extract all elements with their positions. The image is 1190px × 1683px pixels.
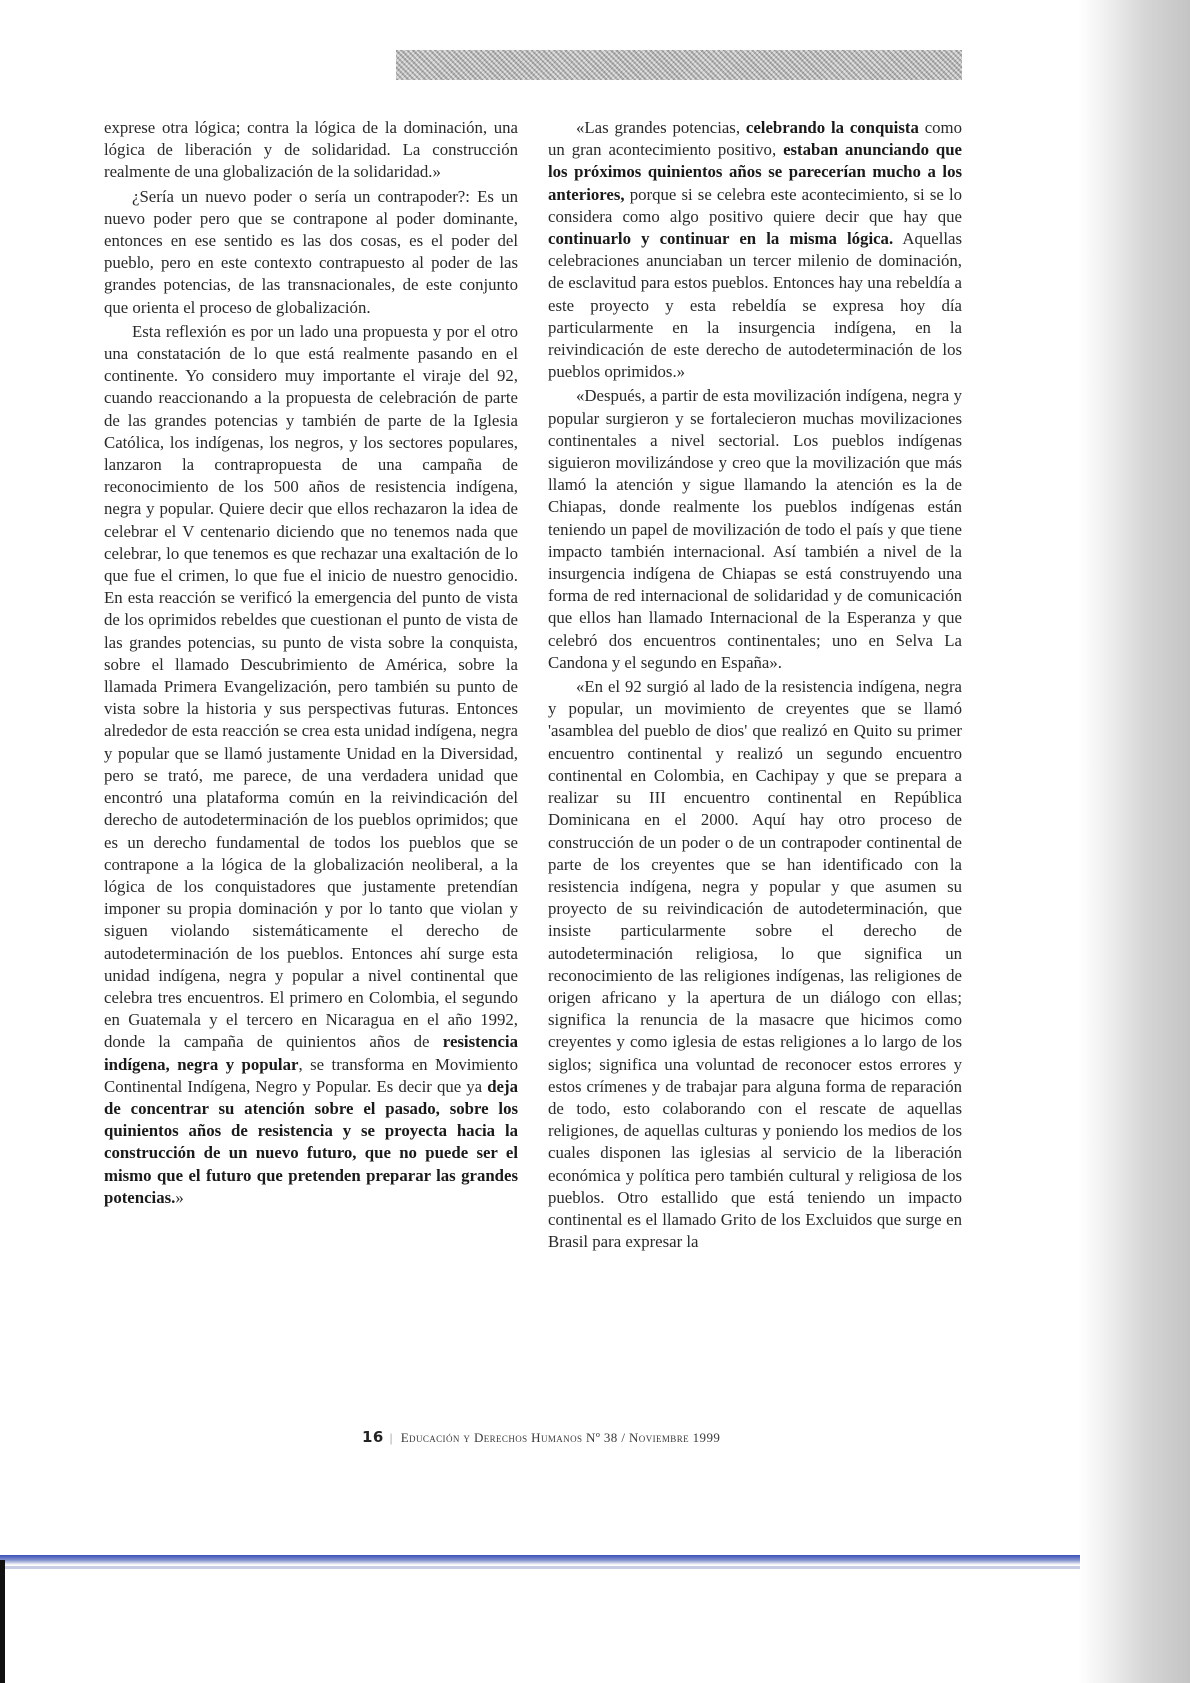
bold-text: resistencia indígena, negra y popular (104, 1032, 518, 1074)
header-decorative-bar (396, 50, 962, 80)
right-column (548, 117, 962, 1255)
paragraph: ¿Sería un nuevo poder o sería un contrapoder?: Es un nuevo poder pero que se contrapone al poder dominante, entonces en ese sentido es las dos cosas, es el poder del pueblo, pero en este contexto contrapuesto al poder de las grandes potencias, de las transnacionales, de este conjunto que orienta el proceso de globalización. (104, 186, 518, 317)
scan-edge-line (0, 1566, 1080, 1569)
left-column (104, 117, 518, 1211)
page-footer (362, 1428, 982, 1446)
footer-separator: | (389, 1430, 393, 1445)
bold-text: celebrando la conquista (745, 118, 919, 137)
paragraph: «En el 92 surgió al lado de la resistencia indígena, negra y popular, un movimiento de creyentes que se llamó 'asamblea del pueblo de dios' que realizó en Quito su primer encuentro continental y realizó un segundo encuentro continental en Colombia, en Cachipay y que se prepara a realizar su III encuentro continental en República Dominicana en el 2000. Aquí hay otro proceso de construcción de un poder o de un contrapoder continental de parte de los creyentes que se han identificado con la resistencia indígena, negra y popular y que asumen su proyecto de su reivindicación de autodeterminación, que insiste particularmente sobre el derecho de autodeterminación religiosa, lo que significa un reconocimiento de las religiones indígenas, las religiones de origen africano y la apertura de un diálogo con ellas; significa la renuncia de la masacre que hicimos como creyentes y como iglesia de estas religiones a lo largo de los siglos; significa una voluntad de reconocer estos errores y estos crímenes y de trabajar para alguna forma de reparación de todo, esto colaborando con el rescate de aquellas religiones, de aquellas culturas y poniendo los medios de los cuales disponen las iglesias al servicio de la liberación económica y política pero también cultural y religiosa de los pueblos. Otro estallido que está teniendo un impacto continental es el llamado Grito de los Excluidos que surge en Brasil para expresar la (548, 677, 962, 1252)
bold-text: estaban anunciando que los próximos quinientos años se parecerían mucho a los anteriores, (548, 140, 962, 204)
paragraph: exprese otra lógica; contra la lógica de la dominación, una lógica de liberación y de solidaridad. La construcción realmente de una globalización de la solidaridad.» (104, 118, 518, 182)
bold-text: deja de concentrar su atención sobre el pasado, sobre los quinientos años de resistencia y se proyecta hacia la construcción de un nuevo futuro, que no puede ser el mismo que el futuro que pretenden preparar las grandes potencias. (104, 1076, 518, 1207)
page-number: 16 (362, 1428, 384, 1446)
scan-left-edge (0, 1560, 5, 1683)
paragraph: Esta reflexión es por un lado una propuesta y por el otro una constatación de lo que está realmente pasando en el continente. Yo considero muy importante el viraje del 92, cuando reaccionando a la propuesta de celebración de parte de las grandes potencias y también de parte de la Iglesia Católica, los indígenas, los negros, y los sectores populares, lanzaron la contrapropuesta de una campaña de reconocimiento de los 500 años de resistencia indígena, negra y popular. Quiere decir que ellos rechazaron la idea de celebrar el V centenario diciendo que no tenemos nada que celebrar, lo que tenemos es que rechazar una exaltación de lo que fue el crimen, lo que fue el inicio de nuestro genocidio. En esta reacción se verificó la emergencia del punto de vista de los oprimidos rebeldes que cuestionan el punto de vista de las grandes potencias, su punto de vista sobre la conquista, sobre el llamado Descubrimiento de América, sobre la llamada Primera Evangelización, pero también su punto de vista sobre la historia y sus perspectivas futuras. Entonces alrededor de esta reacción se crea esta unidad indígena, negra y popular que se llamó justamente Unidad en la Diversidad, pero se trató, me parece, de una verdadera unidad que encontró una plataforma común en la reivindicación del derecho de autodeterminación de los pueblos oprimidos; que es un derecho fundamental de todos los pueblos que se contrapone a la lógica de la globalización neoliberal, a la lógica de los conquistadores que justamente pretendían imponer su propia dominación y por lo tanto que violan y siguen violando sistemáticamente el derecho de autodeterminación de los pueblos. Entonces ahí surge esta unidad indígena, negra y popular a nivel continental que celebra tres encuentros. El primero en Colombia, el segundo en Guatemala y el tercero en Nicaragua en el año 1992, donde la campaña de quinientos años de resistencia indígena, negra y popular, se transforma en Movimiento Continental Indígena, Negro y Popular. Es decir que ya deja de concentrar su atención sobre el pasado, sobre los quinientos años de resistencia y se proyecta hacia la construcción de un nuevo futuro, que no puede ser el mismo que el futuro que pretenden preparar las grandes potencias.» (104, 321, 518, 1207)
scan-edge-shadow (0, 1555, 1080, 1565)
page-edge-shadow (1078, 0, 1190, 1683)
paragraph: «Las grandes potencias, celebrando la conquista como un gran acontecimiento positivo, estaban anunciando que los próximos quinientos años se parecerían mucho a los anteriores, porque si se celebra este acontecimiento, si se lo considera como algo positivo quiere decir que hay que continuarlo y continuar en la misma lógica. Aquellas celebraciones anunciaban un tercer milenio de dominación, de esclavitud para estos pueblos. Entonces hay una rebeldía a este proyecto y esta rebeldía se expresa hoy día particularmente en la insurgencia indígena, en la reivindicación de este derecho de autodeterminación de los pueblos oprimidos.» (548, 118, 962, 382)
publication-title: Educación y Derechos Humanos Nº 38 / Noviembre 1999 (400, 1430, 721, 1445)
paragraph: «Después, a partir de esta movilización indígena, negra y popular surgieron y se fortalecieron muchas movilizaciones continentales a nivel sectorial. Los pueblos indígenas siguieron movilizándose y creo que la movilización que más llamó la atención y sigue llamando la atención es la de Chiapas, donde realmente los pueblos indígenas están teniendo un papel de movilización de todo el país y que tiene impacto también internacional. Así también a nivel de la insurgencia indígena de Chiapas se está construyendo una forma de red internacional de solidaridad y de comunicación que ellos han llamado Internacional de la Esperanza y que celebró dos encuentros continentales; uno en Selva La Candona y el segundo en España». (548, 386, 962, 672)
bold-text: continuarlo y continuar en la misma lógica. (548, 229, 894, 249)
